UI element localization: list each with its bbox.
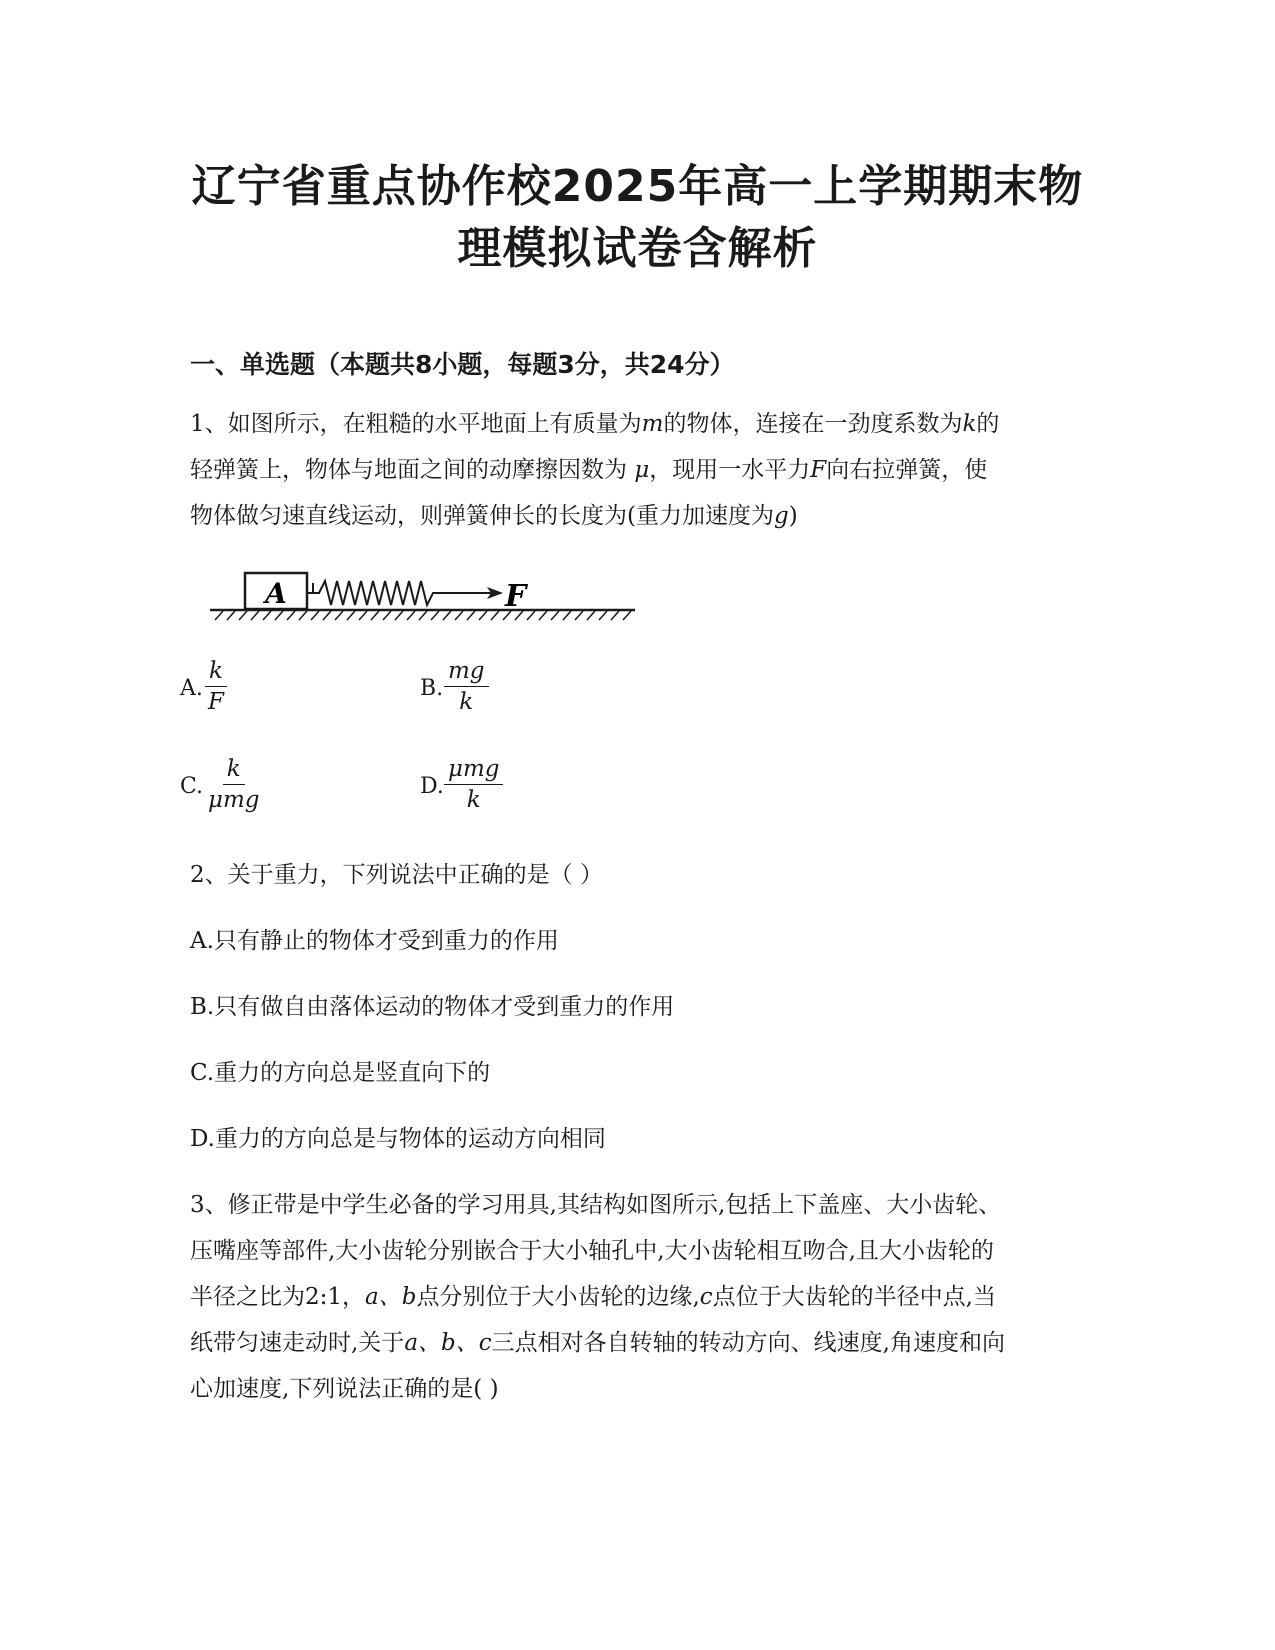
q2-option-a: A.只有静止的物体才受到重力的作用 [190,928,559,954]
hatch-mark [215,611,223,620]
block-a-label: A [265,577,287,610]
q1-option-a-fraction [204,656,228,717]
hatch-mark [539,611,547,620]
fraction-denominator: F [208,689,224,715]
q3-stem-line-4: 纸带匀速走动时,关于a、b、c三点相对各自转轴的转动方向、线速度,角速度和向 [190,1330,1005,1356]
fraction-denominator: μmg [208,787,260,813]
hatch-mark [335,611,343,620]
document-title-line-2: 理模拟试卷含解析 [457,223,818,274]
ground-hatching [210,610,635,620]
hatch-mark [575,611,583,620]
hatch-mark [371,611,379,620]
q1-stem-line-3: 物体做匀速直线运动，则弹簧伸长的长度为(重力加速度为g) [190,503,798,529]
hatch-mark [551,611,559,620]
q1-stem-line-2: 轻弹簧上，物体与地面之间的动摩擦因数为 μ，现用一水平力F向右拉弹簧，使 [190,457,988,483]
force-label: F [505,579,527,614]
hatch-mark [323,611,331,620]
q2-option-b: B.只有做自由落体运动的物体才受到重力的作用 [190,994,675,1020]
hatch-mark [395,611,403,620]
hatch-mark [563,611,571,620]
hatch-mark [239,611,247,620]
q3-stem-line-2: 压嘴座等部件,大小齿轮分别嵌合于大小轴孔中,大小齿轮相互吻合,且大小齿轮的 [190,1238,994,1264]
hatch-mark [275,611,283,620]
hatch-mark [527,611,535,620]
hatch-mark [443,611,451,620]
hatch-mark [467,611,475,620]
q3-stem-line-5: 心加速度,下列说法正确的是( ) [190,1376,499,1402]
q3-stem-line-3: 半径之比为2:1，a、b点分别位于大小齿轮的边缘,c点位于大齿轮的半径中点,当 [190,1284,996,1310]
q3-stem-line-1: 3、修正带是中学生必备的学习用具,其结构如图所示,包括上下盖座、大小齿轮、 [190,1192,1002,1218]
hatch-mark [359,611,367,620]
hatch-mark [287,611,295,620]
hatch-mark [611,611,619,620]
fraction-denominator: k [459,689,474,715]
hatch-mark [587,611,595,620]
hatch-mark [227,611,235,620]
fraction-numerator: k [205,656,227,687]
hatch-mark [407,611,415,620]
q1-figure [205,568,645,658]
section-header: 一、单选题（本题共8小题，每题3分，共24分） [190,350,735,379]
hatch-mark [263,611,271,620]
fraction-numerator: μmg [444,754,503,785]
fraction-numerator: mg [444,656,489,687]
q1-stem-line-1: 1、如图所示，在粗糙的水平地面上有质量为m的物体，连接在一劲度系数为k的 [190,411,1000,437]
fraction-numerator: k [223,754,245,785]
q2-option-d: D.重力的方向总是与物体的运动方向相同 [190,1126,606,1152]
q1-option-c-label: C. [180,774,204,799]
hatch-mark [479,611,487,620]
q1-option-b-label: B. [420,676,444,701]
q1-option-d-fraction [444,754,503,815]
q1-option-b-fraction [444,656,489,717]
hatch-mark [491,611,499,620]
q1-option-c-fraction [204,754,263,815]
hatch-mark [311,611,319,620]
hatch-mark [419,611,427,620]
hatch-mark [347,611,355,620]
hatch-mark [455,611,463,620]
spring [307,581,441,605]
hatch-mark [299,611,307,620]
hatch-mark [431,611,439,620]
fraction-denominator: k [466,787,481,813]
hatch-mark [383,611,391,620]
q1-option-a-label: A. [180,676,203,701]
hatch-mark [599,611,607,620]
hatch-mark [251,611,259,620]
q1-option-d-label: D. [420,774,444,799]
q2-stem: 2、关于重力，下列说法中正确的是（ ） [190,862,603,888]
hatch-mark [623,611,631,620]
document-title-line-1: 辽宁省重点协作校2025年高一上学期期末物 [191,161,1084,212]
q2-option-c: C.重力的方向总是竖直向下的 [190,1060,491,1086]
